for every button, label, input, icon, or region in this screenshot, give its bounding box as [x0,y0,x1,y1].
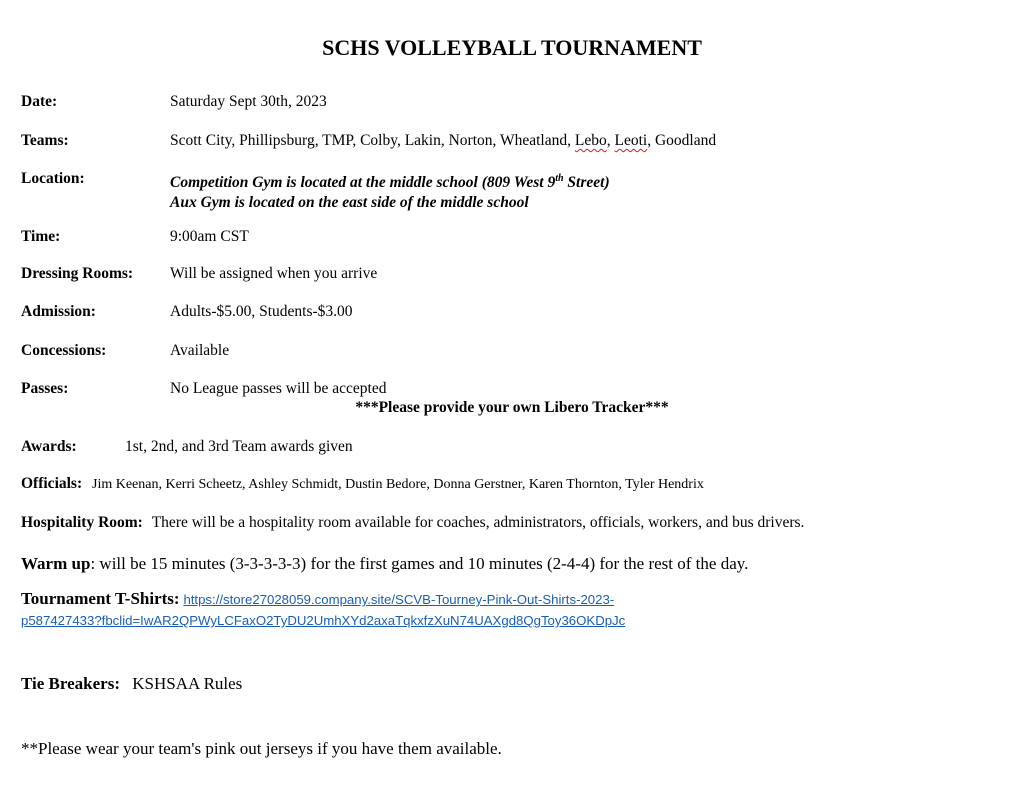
location-row [21,169,610,212]
teams-separator: , [606,132,615,149]
teams-value [170,131,716,151]
hospitality-label: Hospitality Room: [21,514,143,531]
location-label: Location: [21,170,85,187]
teams-label: Teams: [21,132,69,149]
dressing-rooms-value: Will be assigned when you arrive [170,265,378,282]
date-label: Date: [21,93,58,110]
hospitality-row [21,513,804,533]
location-superscript: th [555,173,564,184]
spellcheck-word-leoti[interactable]: Leoti [614,132,648,149]
teams-row [21,131,717,151]
admission-value: Adults-$5.00, Students-$3.00 [170,303,353,320]
officials-label: Officials: [21,475,83,492]
libero-tracker-note: ***Please provide your own Libero Tracker*** [355,399,669,416]
warmup-row [21,554,748,574]
awards-label: Awards: [21,438,77,455]
tshirts-link-line2[interactable]: p587427433?fbclid=IwAR2QPWyLCFaxO2TyDU2UmhXYd2axaTqkxfzXuN74UAXgd8QgToy36OKDpJc [21,613,626,628]
awards-row [21,437,353,457]
date-value: Saturday Sept 30th, 2023 [170,93,327,110]
tshirts-link-line1[interactable]: https://store27028059.company.site/SCVB-Tourney-Pink-Out-Shirts-2023- [183,592,615,607]
admission-label: Admission: [21,303,96,320]
time-row [21,227,249,247]
warmup-label: Warm up [21,554,91,573]
time-label: Time: [21,228,61,245]
pink-out-note: **Please wear your team's pink out jerseys if you have them available. [21,739,502,758]
concessions-label: Concessions: [21,342,107,359]
location-line2: Aux Gym is located on the east side of the middle school [170,194,529,212]
location-value [170,169,610,213]
officials-row [21,474,704,495]
concessions-value: Available [170,342,230,359]
tie-breakers-label: Tie Breakers: [21,674,120,693]
page-title: SCHS VOLLEYBALL TOURNAMENT [322,35,702,60]
location-line1-text: Competition Gym is located at the middle school (809 West 9 [170,174,556,192]
dressing-rooms-label: Dressing Rooms: [21,265,134,282]
concessions-row [21,341,230,361]
dressing-rooms-row [21,264,378,284]
passes-row [21,379,387,399]
tshirts-label: Tournament T-Shirts: [21,589,180,608]
hospitality-value: There will be a hospitality room available for coaches, administrators, officials, workers, and bus drivers. [151,514,805,531]
spellcheck-word-lebo[interactable]: Lebo [574,132,607,149]
location-line1 [170,174,610,191]
tie-breakers-value: KSHSAA Rules [132,674,243,693]
passes-value: No League passes will be accepted [170,380,387,397]
tshirts-row [21,588,625,631]
awards-value: 1st, 2nd, and 3rd Team awards given [125,438,353,455]
warmup-value: : will be 15 minutes (3-3-3-3-3) for the first games and 10 minutes (2-4-4) for the rest of the day. [90,554,749,573]
teams-list-start: Scott City, Phillipsburg, TMP, Colby, Lakin, Norton, Wheatland, [170,132,575,149]
time-value: 9:00am CST [170,228,249,245]
teams-list-end: , Goodland [647,132,717,149]
admission-row [21,302,353,322]
passes-label: Passes: [21,380,69,397]
tie-breakers-row [21,674,242,694]
date-row [21,92,327,112]
location-line1-end: Street) [563,174,610,192]
officials-value: Jim Keenan, Kerri Scheetz, Ashley Schmidt, Dustin Bedore, Donna Gerstner, Karen Thornton, Tyler Hendrix [92,477,704,492]
